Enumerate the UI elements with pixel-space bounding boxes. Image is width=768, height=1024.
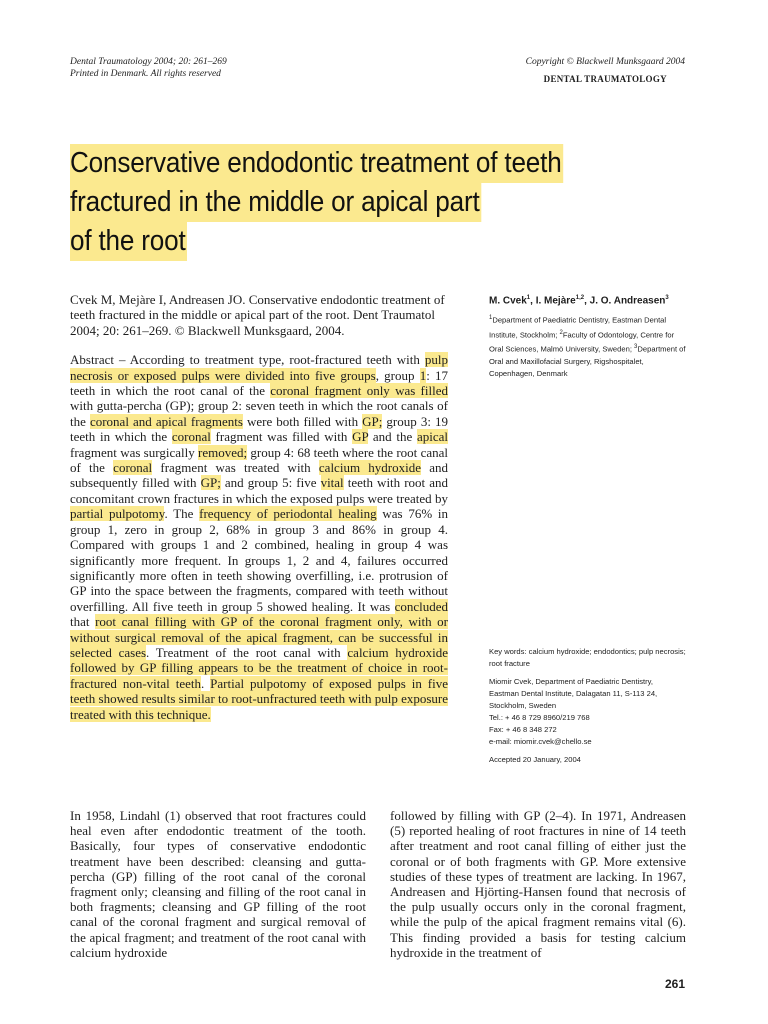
copyright-notice: Copyright © Blackwell Munksgaard 2004 (525, 57, 685, 67)
article-meta (489, 646, 689, 772)
abstract-segment: teeth with root and concomitant crown fractures in which the exposed pulps were treated by (70, 475, 448, 506)
author-sup: 1 (526, 295, 531, 301)
abstract-segment: and subsequently filled with (70, 460, 448, 491)
highlighted-text: GP; (200, 475, 221, 491)
highlighted-text: calcium hydroxide (318, 460, 421, 476)
body-text-left: In 1958, Lindahl (1) observed that root fractures could heal even after endodontic treatment of the tooth. Basically, four types of conservative endodontic treatment have been described: cleansing and gutta-percha (GP) filling of the root canal of the coronal fragment only; cleansing and filling of the root canal in both fragments; cleansing and GP filling of the root canal of the coronal fragment and surgical removal of the apical fragment; and treatment of the root canal with calcium hydroxide (70, 808, 366, 960)
highlighted-text: GP (352, 429, 369, 445)
highlighted-text: concluded (394, 598, 448, 614)
abstract-text (70, 352, 448, 722)
highlighted-text: apical (416, 429, 449, 445)
author-sup: 3 (665, 295, 669, 301)
abstract-segment: . (200, 675, 211, 691)
contact-line: Miomir Cvek, Department of Paediatric Dentistry, (489, 677, 654, 686)
highlighted-text: pulp necrosis or exposed pulps were divided into five groups (70, 352, 448, 383)
contact-line: Tel.: + 46 8 729 8960/219 768 (489, 713, 590, 722)
author-name: J. O. Andreasen (589, 295, 666, 307)
journal-citation-line: Dental Traumatology 2004; 20: 261–269 (70, 57, 227, 67)
abstract-segment: that (70, 614, 96, 630)
contact-line: Fax: + 46 8 348 272 (489, 725, 557, 734)
highlighted-text: coronal and apical fragments (89, 413, 243, 429)
title-line: Conservative endodontic treatment of teeth (70, 144, 563, 183)
abstract-segment: fragment was surgically (70, 444, 198, 460)
highlighted-text: calcium hydroxide followed by GP filling appears to be the treatment of choice in root-fractured non-vital teeth (70, 644, 449, 691)
highlighted-text: vital (320, 475, 344, 491)
highlighted-text: frequency of periodontal healing (199, 506, 377, 522)
abstract-segment: Abstract – According to treatment type, root-fractured teeth with (70, 352, 425, 368)
abstract-segment: was 76% in group 1, zero in group 2, 68% in group 3 and 86% in group 4. Compared with groups 1 and 2 combined, healing in group 4 was significantly more frequent. In groups 1, 2 and 4, failures occurred significantly more often in teeth showing overfilling, i.e. protrusion of GP into the space between the fragments, compared with teeth without overfilling. All five teeth in group 5 showed healing. It was (70, 506, 448, 614)
print-notice: Printed in Denmark. All rights reserved (70, 69, 221, 79)
abstract-segment: fragment was filled with (210, 429, 353, 445)
author-name: I. Mejàre (535, 295, 576, 307)
title-line: of the root (70, 222, 187, 261)
affiliation-sup: 2 (559, 329, 563, 336)
highlighted-text: GP; (362, 413, 383, 429)
author-names: M. Cvek$^1$, I. Mejàre$^{1,2}$, J. O. Andreasen$^3$ (489, 295, 669, 307)
abstract-segment: , group (375, 367, 420, 383)
author-name: M. Cvek (489, 295, 527, 307)
journal-name: DENTAL TRAUMATOLOGY (543, 74, 667, 84)
title-line: fractured in the middle or apical part (70, 183, 481, 222)
accepted-date: Accepted 20 January, 2004 (489, 755, 581, 764)
body-text-right: followed by filling with GP (2–4). In 1971, Andreasen (5) reported healing of root fractures in nine of 14 teeth after treatment and root canal filling of either just the coronal or of both fragments with GP. More extensive studies of these types of treatment are lacking. In 1967, Andreasen and Hjörting-Hansen found that necrosis of the pulp usually occurs only in the coronal fragment, while the pulp of the apical fragment remains vital (6). This finding provided a basis for testing calcium hydroxide in the treatment of (390, 808, 686, 960)
highlighted-text: partial pulpotomy (70, 506, 165, 522)
highlighted-text: root canal filling with GP of the coronal fragment only, with or without surgical removal of the apical fragment, can be successful in selected cases (70, 614, 448, 660)
running-header-left (70, 56, 227, 80)
highlighted-text: removed; (198, 444, 248, 460)
author-block (489, 291, 689, 380)
contact-line: Stockholm, Sweden (489, 701, 557, 710)
abstract-segment: fragment was treated with (152, 460, 319, 476)
contact-email: e-mail: miomir.cvek@chello.se (489, 737, 592, 746)
abstract-segment: were both filled with (242, 413, 363, 429)
author-affiliations (489, 312, 689, 380)
keywords: Key words: calcium hydroxide; endodontics; pulp necrosis; root fracture (489, 647, 686, 668)
highlighted-text: coronal (171, 429, 211, 445)
page-number: 261 (664, 977, 685, 991)
affiliation-text: Department of Paediatric Dentistry, Eastman Dental Institute, Stockholm; (489, 315, 667, 340)
abstract-segment: group 4: 68 teeth where the root canal of the (70, 444, 448, 476)
abstract-segment: and group 5: five (220, 475, 321, 491)
affiliation-sup: 3 (634, 344, 638, 351)
highlighted-text: 1 (419, 367, 427, 383)
abstract-segment: . Treatment of the root canal with (146, 644, 348, 660)
highlighted-text: Partial pulpotomy of exposed pulps in five teeth showed results similar to root-unfractured teeth with pulp exposure treated with this technique. (70, 675, 448, 722)
abstract-column (70, 292, 448, 736)
abstract-segment: and the (368, 429, 417, 445)
abstract-segment: group 3: 19 teeth in which the (70, 413, 448, 445)
highlighted-text: coronal (113, 460, 153, 476)
contact-line: Eastman Dental Institute, Dalagatan 11, S-113 24, (489, 689, 658, 698)
author-sup: 1,2 (575, 295, 585, 301)
abstract-segment: . The (164, 506, 200, 522)
affiliation-text: Department of Oral and Maxillofacial Surgery, Rigshospitalet, Copenhagen, Denmark (489, 344, 686, 378)
citation: Cvek M, Mejàre I, Andreasen JO. Conservative endodontic treatment of teeth fractured in the middle or apical part of the root. Dent Traumatol 2004; 20: 261–269. © Blackwell Munksgaard, 2004. (70, 292, 445, 338)
running-header-right (526, 56, 685, 85)
affiliation-sup: 1 (489, 315, 493, 322)
article-title (70, 144, 710, 261)
affiliation-text: Faculty of Odontology, Centre for Oral Sciences, Malmö University, Sweden; (489, 330, 675, 354)
abstract-segment: : 17 teeth in which the root canal of the (70, 367, 448, 399)
highlighted-text: coronal fragment only was filled (270, 383, 448, 399)
abstract-segment: with gutta-percha (GP); group 2: seven teeth in which the root canals of the (70, 398, 448, 429)
